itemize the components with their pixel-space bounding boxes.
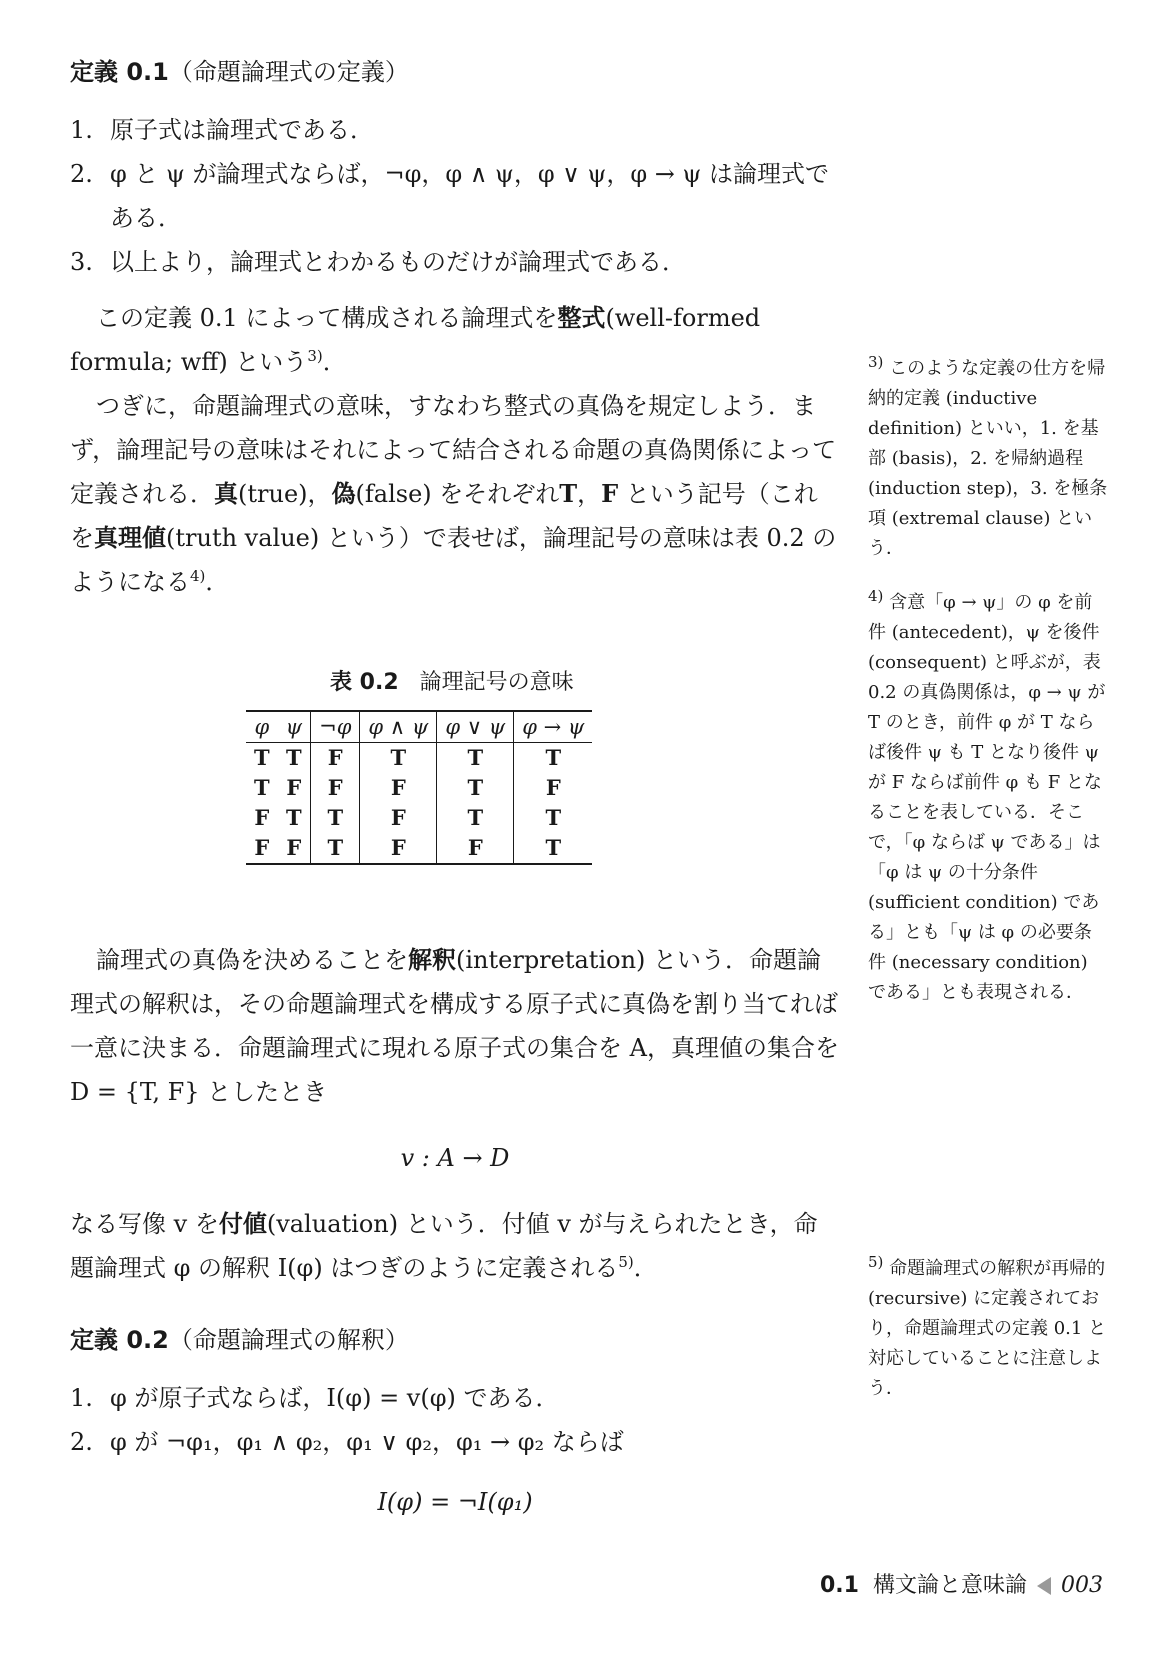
sidenote-text: このような定義の仕方を帰納的定義 (inductive definition) といい，1. を基部 (basis)，2. を帰納過程 (induction step)，3. を極条項 (extremal clause) という． xyxy=(868,358,1108,559)
sidenote-3 xyxy=(868,354,1108,564)
equation-valuation-map: v : A → D xyxy=(400,1144,510,1172)
truth-table xyxy=(246,710,592,865)
triangle-left-icon xyxy=(1037,1577,1051,1595)
table-cell: T xyxy=(311,803,360,833)
table-cell: F xyxy=(254,805,270,830)
truth-symbol: F xyxy=(601,479,619,508)
table-cell: F xyxy=(514,773,593,803)
table-cell: T xyxy=(286,805,302,830)
section-number: 0.1 xyxy=(820,1573,859,1598)
keyword: 偽 xyxy=(331,480,356,508)
table-cell: T xyxy=(254,745,270,770)
column-header: φ → ψ xyxy=(514,711,593,743)
keyword: 整式 xyxy=(557,304,606,332)
table-header-row xyxy=(246,711,592,743)
definition-list xyxy=(70,1376,840,1464)
text: ， xyxy=(577,480,602,508)
definition-title: （命題論理式の解釈） xyxy=(168,1326,409,1354)
item-number: 2. xyxy=(70,1428,93,1456)
table-cell: T xyxy=(254,775,270,800)
text: 論理式の真偽を決めることを xyxy=(96,946,408,974)
list-item xyxy=(70,1420,840,1464)
paragraph-truth-values xyxy=(70,384,840,604)
item-number: 3. xyxy=(70,248,93,276)
item-number: 1. xyxy=(70,1384,93,1412)
table-cell: T xyxy=(514,833,593,864)
list-item xyxy=(70,108,840,152)
table-cell: F xyxy=(246,833,278,864)
list-item xyxy=(70,1376,840,1420)
item-number: 1. xyxy=(70,116,93,144)
table-cell: T xyxy=(311,833,360,864)
column-header: φ xyxy=(246,711,278,743)
footnote-mark: 5) xyxy=(618,1253,634,1271)
footnote-mark: 3) xyxy=(307,347,323,365)
footnote-mark: 3) xyxy=(868,353,884,371)
text: という記号（これを xyxy=(70,480,818,552)
table-row xyxy=(246,743,592,774)
keyword: 付値 xyxy=(218,1210,267,1238)
keyword: 解釈 xyxy=(408,946,456,974)
table-cell: T xyxy=(360,743,437,774)
text: (valuation) という．付値 v が与えられたとき，命題論理式 φ の解釈 I(φ) はつぎのように定義される xyxy=(70,1210,818,1282)
page-number: 003 xyxy=(1061,1573,1103,1598)
keyword: 真理値 xyxy=(94,524,166,552)
table-cell: F xyxy=(311,773,360,803)
table-cell: F xyxy=(311,743,360,774)
item-text: 以上より，論理式とわかるものだけが論理式である． xyxy=(110,248,686,276)
definition-0-1 xyxy=(70,50,840,284)
text: ． xyxy=(633,1254,658,1282)
text: なる写像 v を xyxy=(70,1210,219,1238)
equation-negation: I(φ) = ¬I(φ₁) xyxy=(377,1488,533,1516)
sidenote-5 xyxy=(868,1254,1108,1404)
table-cell: F xyxy=(360,833,437,864)
list-item xyxy=(70,152,840,240)
column-header: φ ∨ ψ xyxy=(437,711,514,743)
text: (well-formed formula; wff) という xyxy=(70,304,761,376)
table-cell: F xyxy=(286,775,302,800)
text: (interpretation) という．命題論理式の解釈は，その命題論理式を構成する原子式に真偽を割り当てれば一意に決まる．命題論理式に現れる原子式の集合を A，真理値の集合を D = {T, F} としたとき xyxy=(70,946,839,1106)
table-cell: T xyxy=(514,743,593,774)
sidenote-4 xyxy=(868,588,1108,1008)
table-cell: F xyxy=(360,803,437,833)
text: この定義 0.1 によって構成される論理式を xyxy=(96,304,558,332)
definition-title: （命題論理式の定義） xyxy=(168,58,409,86)
item-text: 原子式は論理式である． xyxy=(110,116,374,144)
table-row xyxy=(246,833,592,864)
table-cell: F xyxy=(437,833,514,864)
definition-0-2 xyxy=(70,1318,840,1524)
column-header: ψ xyxy=(278,711,311,743)
item-text: φ が ¬φ₁，φ₁ ∧ φ₂，φ₁ ∨ φ₂，φ₁ → φ₂ ならば xyxy=(110,1428,624,1456)
table-cell: F xyxy=(278,833,311,864)
sidenote-text: 命題論理式の解釈が再帰的 (recursive) に定義されており，命題論理式の定義 0.1 と対応していることに注意しよう． xyxy=(868,1258,1107,1399)
table-cell: F xyxy=(360,773,437,803)
page-footer xyxy=(820,1568,1103,1599)
table-cell: T xyxy=(437,803,514,833)
table-row xyxy=(246,773,592,803)
footnote-mark: 4) xyxy=(190,567,206,585)
text: つぎに，命題論理式の意味，すなわち整式の真偽を規定しよう．まず，論理記号の意味はそれによって結合される命題の真偽関係によって定義される． xyxy=(70,392,837,508)
definition-list xyxy=(70,108,840,284)
body-text-2 xyxy=(70,938,840,1290)
paragraph-interpretation xyxy=(70,938,840,1114)
table-cell: T xyxy=(437,743,514,774)
column-header: ¬φ xyxy=(311,711,360,743)
definition-heading xyxy=(70,50,840,94)
table-cell: T xyxy=(286,745,302,770)
text: ． xyxy=(322,348,347,376)
text: (true)， xyxy=(238,480,332,508)
list-item xyxy=(70,240,840,284)
section-title: 構文論と意味論 xyxy=(872,1573,1027,1598)
definition-label: 定義 0.2 xyxy=(70,1326,169,1354)
table-cell: T xyxy=(514,803,593,833)
sidenote-text: 含意「φ → ψ」の φ を前件 (antecedent)，ψ を後件 (consequent) と呼ぶが，表 0.2 の真偽関係は，φ → ψ が T のとき，前件 φ が T ならば後件 ψ も T となり後件 ψ が F ならば前件 φ も F となることを表している．そこで，「φ ならば ψ である」は「φ は ψ の十分条件 (sufficient condition) である」とも「ψ は φ の必要条件 (necessary condition) である」とも表現される． xyxy=(868,592,1106,1003)
body-text-1 xyxy=(70,296,840,604)
definition-label: 定義 0.1 xyxy=(70,58,169,86)
footnote-mark: 5) xyxy=(868,1253,884,1271)
item-number: 2. xyxy=(70,160,93,188)
item-text: φ と ψ が論理式ならば，¬φ，φ ∧ ψ，φ ∨ ψ，φ → ψ は論理式である． xyxy=(110,160,829,232)
text: ． xyxy=(205,568,230,596)
truth-symbol: T xyxy=(559,479,578,508)
column-header: φ ∧ ψ xyxy=(360,711,437,743)
paragraph-valuation xyxy=(70,1202,840,1290)
text: (false) をそれぞれ xyxy=(355,480,560,508)
item-text: φ が原子式ならば，I(φ) = v(φ) である． xyxy=(110,1384,560,1412)
footnote-mark: 4) xyxy=(868,587,884,605)
paragraph-wff xyxy=(70,296,840,384)
table-label: 表 0.2 xyxy=(330,670,399,695)
keyword: 真 xyxy=(214,480,238,508)
text: (truth value) という）で表せば，論理記号の意味は表 0.2 のようになる xyxy=(70,524,837,596)
definition-heading xyxy=(70,1318,840,1362)
table-title: 論理記号の意味 xyxy=(419,670,574,695)
table-row xyxy=(246,803,592,833)
table-cell: T xyxy=(437,773,514,803)
table-caption xyxy=(330,665,574,696)
